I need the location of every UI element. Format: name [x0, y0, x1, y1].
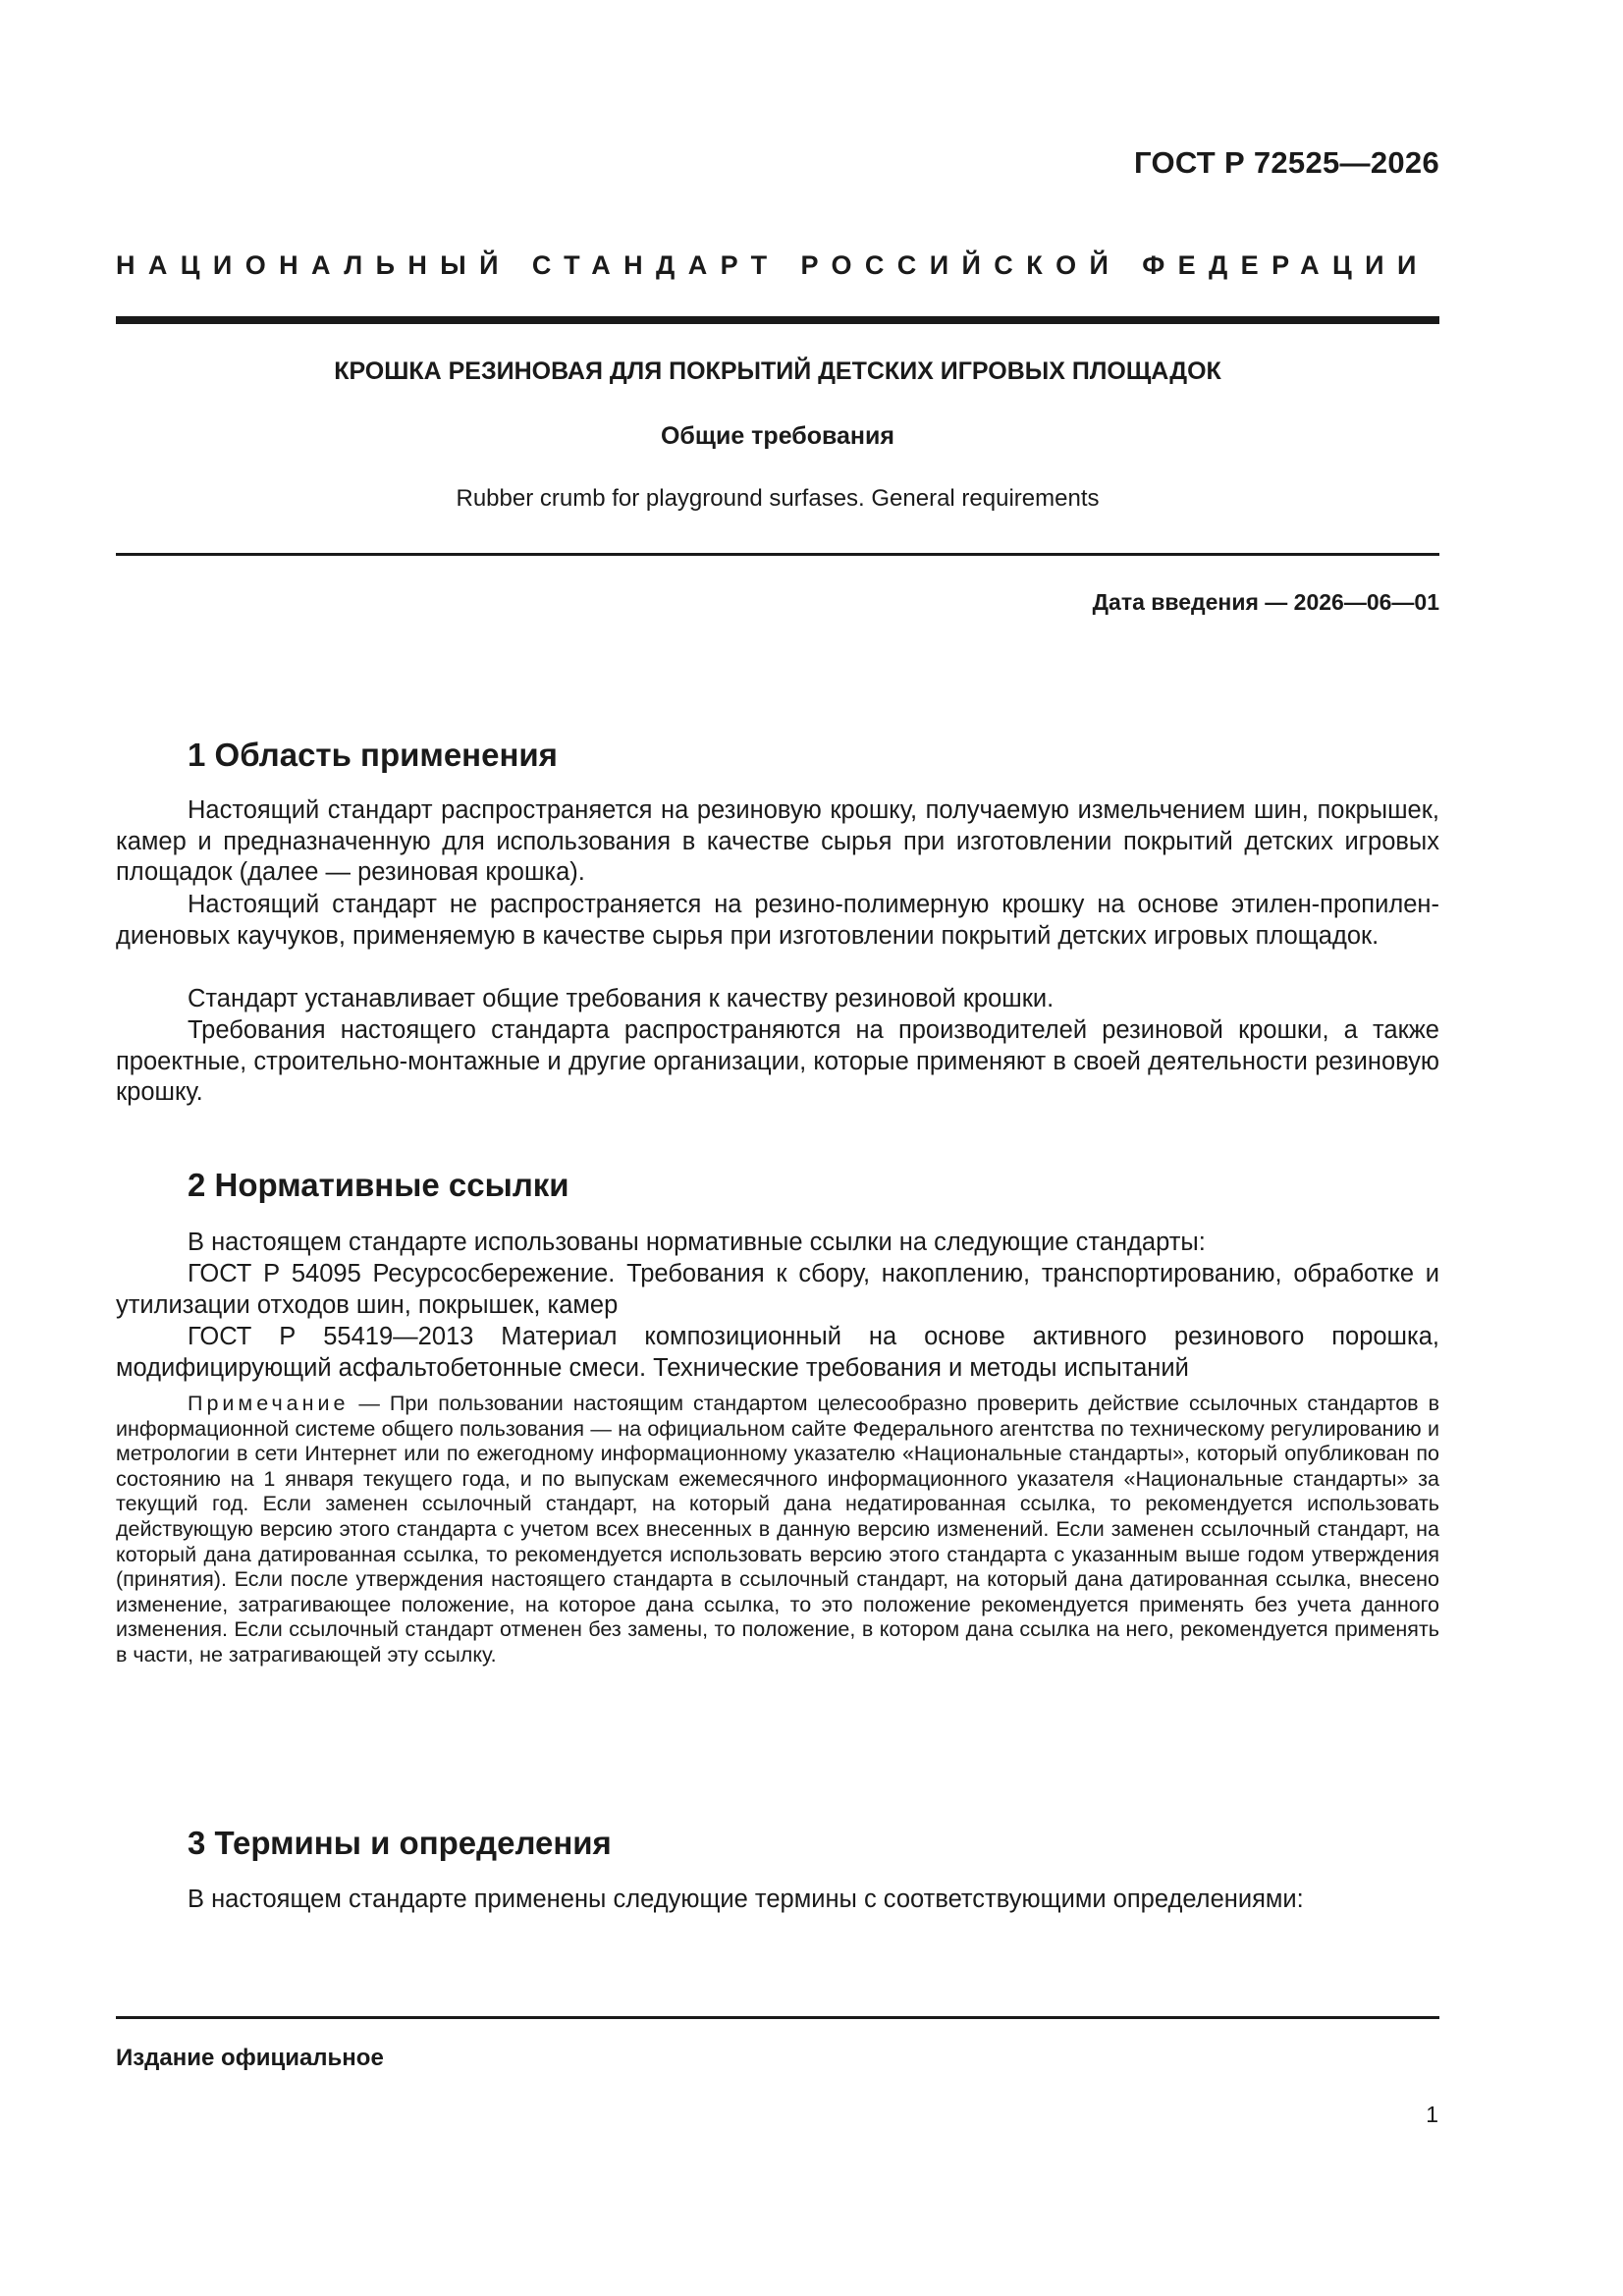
footer-rule	[116, 2016, 1439, 2019]
note-text: — При пользовании настоящим стандартом целесообразно проверить действие ссылочных стандартов в информационной системе общего пользования — на официальном сайте Федерального агентства по техническому регулированию и метрологии в сети Интернет или по ежегодному информационному указателю «Национальные стандарты», который опубликован по состоянию на 1 января текущего года, и по выпускам ежемесячного информационного указателя «Национальные стандарты» за текущий год. Если заменен ссылочный стандарт, на который дана недатированная ссылка, то рекомендуется использовать действующую версию этого стандарта с учетом всех внесенных в данную версию изменений. Если заменен ссылочный стандарт, на который дана датированная ссылка, то рекомендуется использовать версию этого стандарта с указанным выше годом утверждения (принятия). Если после утверждения настоящего стандарта в ссылочный стандарт, на который дана датированная ссылка, внесено изменение, затрагивающее положение, на которое дана ссылка, то это положение рекомендуется применять без учета данного изменения. Если ссылочный стандарт отменен без замены, то положение, в котором дана ссылка на него, рекомендуется применять в части, не затрагивающей эту ссылку.	[116, 1392, 1439, 1667]
document-title: КРОШКА РЕЗИНОВАЯ ДЛЯ ПОКРЫТИЙ ДЕТСКИХ ИГРОВЫХ ПЛОЩАДОК	[334, 357, 1221, 385]
section-1-paragraph-3: Стандарт устанавливает общие требования к качеству резиновой крошки.	[188, 985, 1055, 1012]
document-designation: ГОСТ Р 72525—2026	[1134, 145, 1439, 180]
section-1-heading: 1 Область применения	[188, 737, 558, 773]
official-edition-label: Издание официальное	[116, 2045, 384, 2071]
note-label: Примечание	[188, 1392, 350, 1415]
national-standard-banner: НАЦИОНАЛЬНЫЙ СТАНДАРТ РОССИЙСКОЙ ФЕДЕРАЦИИ	[116, 250, 1430, 280]
section-1-paragraph-2: Настоящий стандарт не распространяется на резино-полимерную крошку на основе этилен-пропилен-диеновых каучуков, применяемую в качестве сырья при изготовлении покрытий детских игровых площадок.	[116, 891, 1439, 950]
section-1-paragraph-4: Требования настоящего стандарта распространяются на производителей резиновой крошки, а также проектные, строительно-монтажные и другие организации, которые применяют в своей деятельности резиновую крошку.	[116, 1016, 1439, 1106]
references-note	[116, 1392, 1439, 1668]
section-2-intro: В настоящем стандарте использованы нормативные ссылки на следующие стандарты:	[188, 1229, 1206, 1256]
page-number: 1	[1426, 2102, 1438, 2127]
document-subtitle: Общие требования	[660, 422, 894, 450]
reference-gost-54095: ГОСТ Р 54095 Ресурсосбережение. Требования к сбору, накоплению, транспортированию, обработке и утилизации отходов шин, покрышек, камер	[116, 1260, 1439, 1319]
header-rule	[116, 316, 1439, 324]
section-2-heading: 2 Нормативные ссылки	[188, 1167, 569, 1203]
section-3-heading: 3 Термины и определения	[188, 1825, 612, 1861]
section-3-intro: В настоящем стандарте применены следующие термины с соответствующими определениями:	[188, 1886, 1304, 1913]
title-rule	[116, 553, 1439, 556]
introduction-date: Дата введения — 2026—06—01	[1092, 589, 1439, 615]
document-title-english: Rubber crumb for playground surfases. General requirements	[456, 485, 1100, 512]
section-1-paragraph-1: Настоящий стандарт распространяется на резиновую крошку, получаемую измельчением шин, покрышек, камер и предназначенную для использования в качестве сырья при изготовлении покрытий детских игровых площадок (далее — резиновая крошка).	[116, 796, 1439, 886]
reference-gost-55419: ГОСТ Р 55419—2013 Материал композиционный на основе активного резинового порошка, модифицирующий асфальтобетонные смеси. Технические требования и методы испытаний	[116, 1323, 1439, 1382]
